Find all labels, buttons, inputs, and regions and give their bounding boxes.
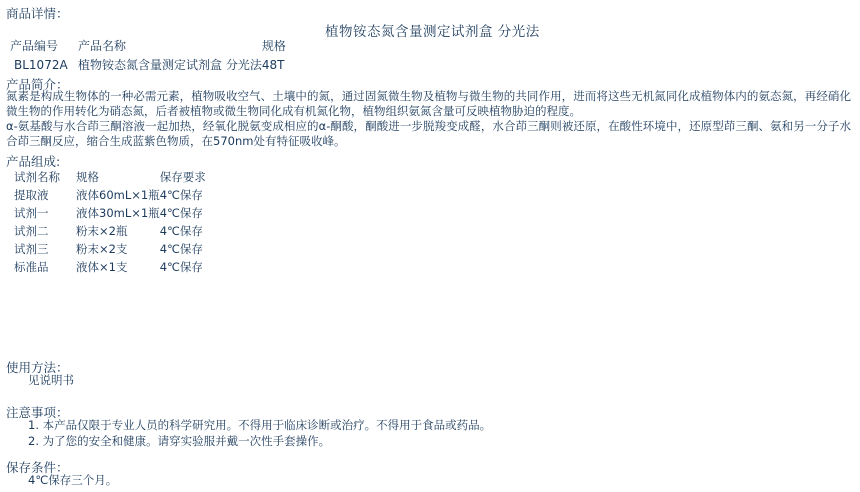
composition-header-name: 试剂名称 bbox=[14, 170, 60, 184]
storage-heading: 保存条件： bbox=[6, 460, 69, 475]
spec-header-name: 产品名称 bbox=[78, 39, 127, 53]
intro-paragraph-1: 氮素是构成生物体的一种必需元素，植物吸收空气、土壤中的氮，通过固氮微生物及植物与微生物的共同作用，进而将这些无机氮同化成植物体内的氨态氮，再经硝化微生物的作用转化为硝态氮，后者被植物或微生物同化成有机氮化物，植物组织氨氮含量可反映植物胁迫的程度。 bbox=[6, 89, 851, 118]
composition-cell-storage: 4℃保存 bbox=[159, 206, 203, 220]
composition-cell-spec: 粉末×2支 bbox=[76, 242, 128, 256]
table-row bbox=[10, 240, 240, 258]
composition-cell-spec: 液体30mL×1瓶 bbox=[76, 206, 160, 220]
composition-cell-storage: 4℃保存 bbox=[159, 224, 203, 238]
composition-cell-storage: 4℃保存 bbox=[159, 260, 203, 274]
intro-body bbox=[6, 89, 851, 149]
detail-heading: 商品详情： bbox=[6, 6, 69, 21]
composition-cell-spec: 液体×1支 bbox=[76, 260, 128, 274]
usage-body: 见说明书 bbox=[28, 373, 74, 387]
composition-cell-name: 试剂三 bbox=[14, 242, 49, 256]
intro-heading: 产品简介： bbox=[6, 77, 69, 92]
composition-cell-storage: 4℃保存 bbox=[159, 242, 203, 256]
composition-cell-spec: 粉末×2瓶 bbox=[76, 224, 128, 238]
table-row bbox=[10, 55, 322, 74]
list-item: 1. 本产品仅限于专业人员的科学研究用。不得用于临床诊断或治疗。不得用于食品或药品。 bbox=[28, 418, 492, 432]
composition-heading: 产品组成: bbox=[6, 154, 61, 169]
spec-table bbox=[10, 36, 322, 74]
spec-value-size: 48T bbox=[261, 57, 285, 72]
storage-body: 4℃保存三个月。 bbox=[28, 473, 118, 487]
spec-value-code: BL1072A bbox=[14, 57, 68, 72]
intro-paragraph-2: α-氨基酸与水合茚三酮溶液一起加热，经氧化脱氨变成相应的α-酮酸，酮酸进一步脱羧变成醛，水合茚三酮则被还原，在酸性环境中，还原型茚三酮、氨和另一分子水合茚三酮反应，缩合生成蓝紫色物质，在570nm处有特征吸收峰。 bbox=[6, 119, 851, 148]
composition-cell-name: 试剂一 bbox=[14, 206, 49, 220]
list-item: 2. 为了您的安全和健康。请穿实验服并戴一次性手套操作。 bbox=[28, 434, 331, 448]
spec-header-code: 产品编号 bbox=[10, 39, 59, 53]
composition-cell-name: 试剂二 bbox=[14, 224, 49, 238]
table-row bbox=[10, 186, 240, 204]
notice-heading: 注意事项： bbox=[6, 405, 69, 420]
table-row bbox=[10, 222, 240, 240]
composition-header-spec: 规格 bbox=[76, 170, 99, 184]
table-header-row bbox=[10, 36, 322, 55]
composition-header-storage: 保存要求 bbox=[159, 170, 206, 184]
usage-heading: 使用方法： bbox=[6, 360, 69, 375]
composition-cell-storage: 4℃保存 bbox=[159, 188, 203, 202]
spec-header-size: 规格 bbox=[261, 39, 286, 53]
spec-value-name: 植物铵态氮含量测定试剂盒 分光法 bbox=[78, 58, 262, 72]
composition-cell-spec: 液体60mL×1瓶 bbox=[76, 188, 160, 202]
composition-table bbox=[10, 168, 240, 276]
table-header-row bbox=[10, 168, 240, 186]
table-row bbox=[10, 204, 240, 222]
composition-cell-name: 提取液 bbox=[14, 188, 49, 202]
composition-cell-name: 标准品 bbox=[14, 260, 49, 274]
table-row bbox=[10, 258, 240, 276]
notice-list bbox=[6, 417, 491, 449]
page-title: 植物铵态氮含量测定试剂盒 分光法 bbox=[325, 24, 540, 40]
